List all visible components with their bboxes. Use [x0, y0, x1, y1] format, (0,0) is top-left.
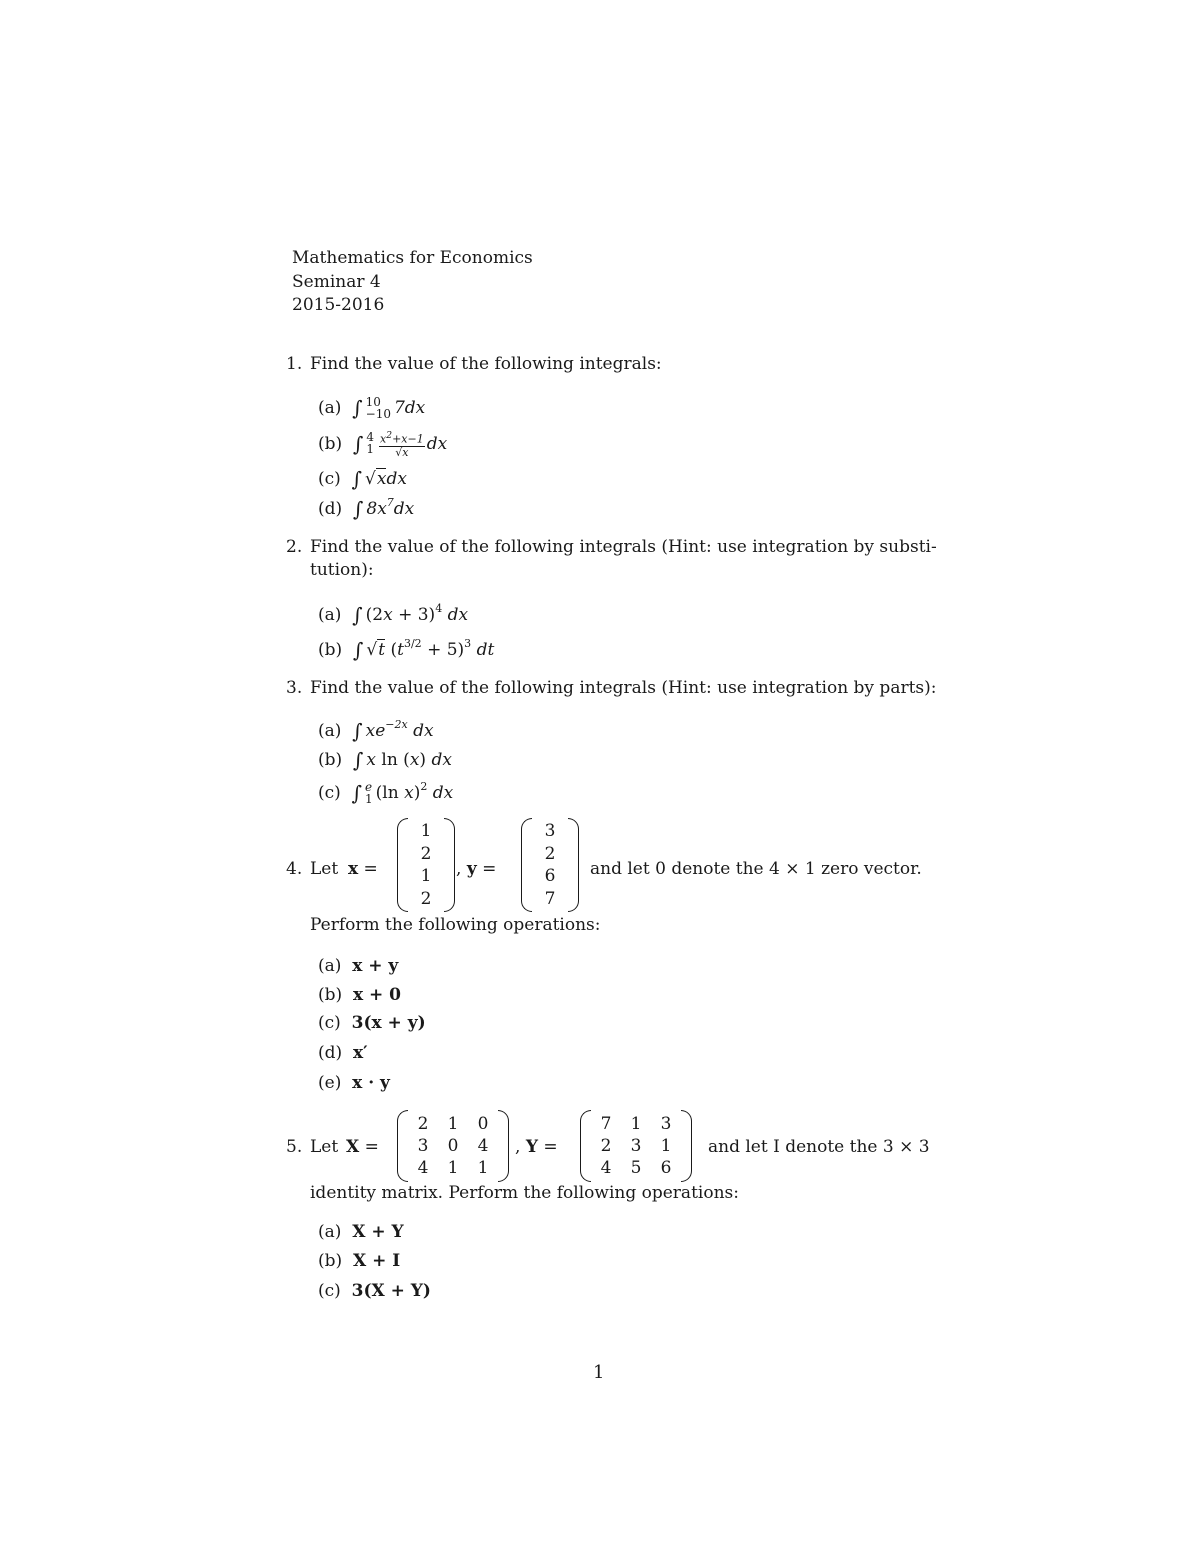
q4-y-vector: 3 2 6 7 — [521, 818, 579, 912]
q1b-label: (b) — [318, 433, 343, 454]
q5-Y-equals: , Y = — [515, 1137, 558, 1157]
q4-x-vector: 1 2 1 2 — [397, 818, 455, 912]
q4-perform: Perform the following operations: — [310, 915, 601, 935]
q1a-label: (a) — [318, 398, 342, 418]
q1b: (b) ∫ 4 1 $\frac{x^2+x-1}{√x}$ dx — [318, 430, 448, 459]
academic-year: 2015-2016 — [292, 295, 385, 315]
q5a: (a) X + Y — [318, 1222, 404, 1242]
q4a: (a) x + y — [318, 956, 399, 976]
q2-text-line1: Find the value of the following integrals (Hint: use integration by substi- — [310, 537, 937, 557]
q5b: (b) X + I — [318, 1251, 401, 1271]
q5-tail: and let I denote the 3 × 3 — [708, 1137, 930, 1157]
q4c: (c) 3(x + y) — [318, 1013, 426, 1033]
q3c: (c) ∫ e 1 (ln x)$^2$ dx — [318, 779, 454, 806]
q3a-label: (a) — [318, 721, 342, 741]
q1c-label: (c) — [318, 469, 341, 489]
q4-tail: and let 0 denote the 4 × 1 zero vector. — [590, 859, 922, 879]
q3c-label: (c) — [318, 783, 341, 803]
seminar-label: Seminar 4 — [292, 272, 381, 292]
q3a: (a) ∫ $xe^{-2x}$ dx — [318, 718, 434, 743]
q4-number: 4. — [286, 859, 303, 879]
q5-X-equals: X = — [346, 1137, 379, 1157]
q5c: (c) 3(X + Y) — [318, 1281, 431, 1301]
q2a: (a) ∫ $(2x + 3)^4$ dx — [318, 602, 469, 627]
q4d: (d) x′ — [318, 1043, 368, 1063]
q3b-label: (b) — [318, 750, 343, 770]
q5-number: 5. — [286, 1137, 303, 1157]
q5-let: Let — [310, 1137, 339, 1157]
q4-y-equals: , y = — [456, 859, 497, 879]
q2a-label: (a) — [318, 605, 342, 625]
q4b: (b) x + 0 — [318, 985, 402, 1005]
q3b: (b) ∫ x ln (x) dx — [318, 748, 452, 772]
q4-x-equals: x = — [348, 859, 378, 879]
q5-X-matrix: 2 1 0 3 0 4 4 1 1 — [397, 1110, 509, 1182]
q5-Y-matrix: 7 1 3 2 3 1 4 5 6 — [580, 1110, 692, 1182]
q3-number: 3. — [286, 678, 303, 698]
page-number: 1 — [593, 1362, 605, 1383]
q1d: (d) ∫ $8x^7dx$ — [318, 496, 415, 521]
q1c: (c) ∫ √xdx — [318, 467, 407, 491]
q2b-label: (b) — [318, 640, 343, 660]
q2b: (b) ∫ √t $(t^{3/2} + 5)^3$ dt — [318, 637, 495, 662]
q1-number: 1. — [286, 354, 303, 374]
q1-text: Find the value of the following integrals: — [310, 354, 662, 374]
q5-line2: identity matrix. Perform the following operations: — [310, 1183, 739, 1203]
q2-number: 2. — [286, 537, 303, 557]
q3-text: Find the value of the following integrals (Hint: use integration by parts): — [310, 678, 937, 698]
q1d-label: (d) — [318, 499, 343, 519]
q4-let: Let — [310, 859, 339, 879]
course-title: Mathematics for Economics — [292, 248, 533, 268]
q4e: (e) x · y — [318, 1073, 390, 1093]
q2-text-line2: tution): — [310, 560, 374, 580]
q1a: (a) ∫ 10 −10 7dx — [318, 394, 426, 421]
